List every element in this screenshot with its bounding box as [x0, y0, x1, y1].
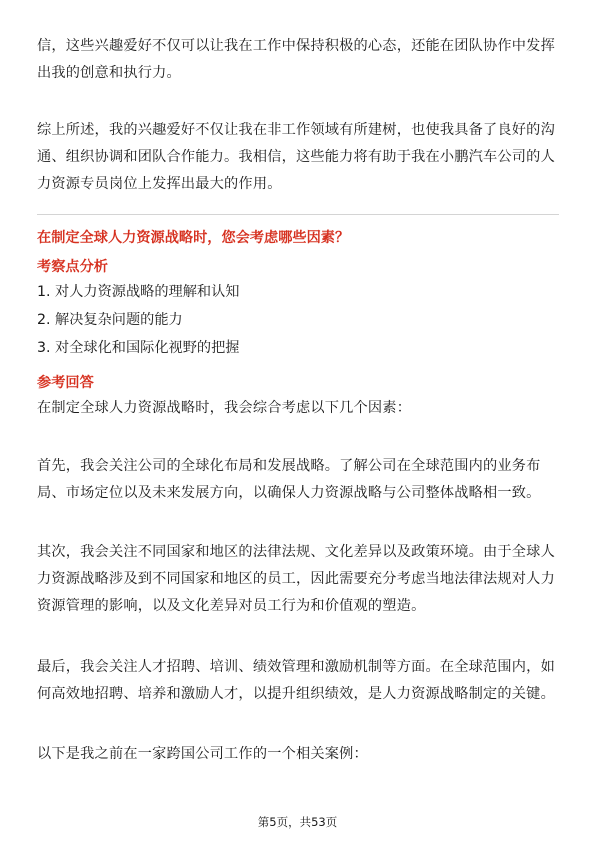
question-title: 在制定全球人力资源战略时，您会考虑哪些因素？ — [37, 230, 350, 246]
answer-paragraph: 最后，我会关注人才招聘、培训、绩效管理和激励机制等方面。在全球范围内，如何高效地招聘、培养和激励人才，以提升组织绩效，是人力资源战略制定的关键。 — [37, 659, 555, 702]
analysis-point: 2. 解决复杂问题的能力 — [37, 312, 183, 328]
analysis-point: 1. 对人力资源战略的理解和认知 — [37, 284, 240, 300]
answer-paragraph: 以下是我之前在一家跨国公司工作的一个相关案例： — [37, 746, 368, 762]
answer-paragraph: 其次，我会关注不同国家和地区的法律法规、文化差异以及政策环境。由于全球人力资源战略涉及到不同国家和地区的员工，因此需要充分考虑当地法律法规对人力资源管理的影响，以及文化差异对员工行为和价值观的塑造。 — [37, 544, 555, 614]
answer-heading: 参考回答 — [37, 375, 94, 391]
analysis-point: 3. 对全球化和国际化视野的把握 — [37, 340, 240, 356]
body-paragraph: 综上所述，我的兴趣爱好不仅让我在非工作领域有所建树，也使我具备了良好的沟通、组织协调和团队合作能力。我相信，这些能力将有助于我在小鹏汽车公司的人力资源专员岗位上发挥出最大的作用。 — [37, 122, 555, 192]
page-number: 第5页，共53页 — [257, 815, 338, 829]
section-divider — [37, 214, 559, 215]
answer-paragraph: 在制定全球人力资源战略时，我会综合考虑以下几个因素： — [37, 400, 412, 416]
body-paragraph: 信，这些兴趣爱好不仅可以让我在工作中保持积极的心态，还能在团队协作中发挥出我的创意和执行力。 — [37, 38, 555, 81]
answer-paragraph: 首先，我会关注公司的全球化布局和发展战略。了解公司在全球范围内的业务布局、市场定位以及未来发展方向，以确保人力资源战略与公司整体战略相一致。 — [37, 458, 541, 501]
analysis-heading: 考察点分析 — [37, 259, 108, 275]
